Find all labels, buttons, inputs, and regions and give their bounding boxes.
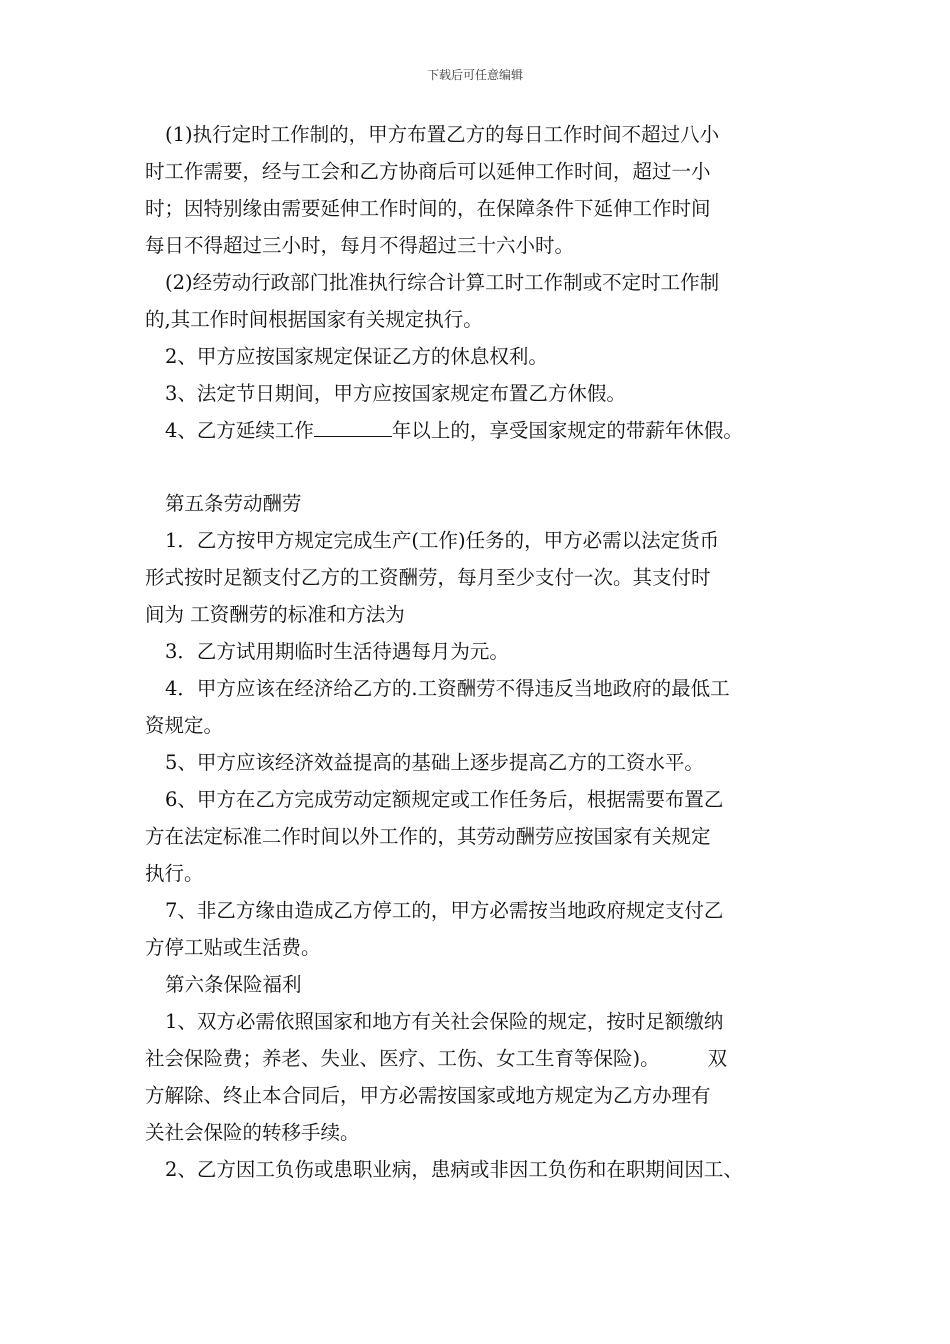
paragraph-rest-rights: 2、甲方应按国家规定保证乙方的休息权利。 bbox=[165, 345, 548, 368]
section-heading-article-5: 第五条劳动酬劳 bbox=[165, 492, 302, 515]
text-line: 时；因特别缘由需要延伸工作时间的，在保障条件下延伸工作时间 bbox=[145, 197, 711, 220]
text-line: 方停工贴或生活费。 bbox=[145, 936, 321, 959]
paragraph-work-injury: 2、乙方因工负伤或患职业病，患病或非因工负伤和在职期间因工、 bbox=[165, 1158, 743, 1181]
paragraph-probation-pay: 3．乙方试用期临时生活待遇每月为元。 bbox=[165, 640, 509, 663]
text-line: 7、非乙方缘由造成乙方停工的，甲方必需按当地政府规定支付乙 bbox=[165, 899, 724, 922]
text-line: 执行。 bbox=[145, 862, 204, 885]
text-line bbox=[145, 1040, 825, 1077]
text-line: 资规定。 bbox=[145, 714, 224, 737]
paragraph-social-insurance bbox=[145, 1003, 825, 1151]
page-header: 下载后可任意编辑 bbox=[426, 68, 523, 82]
text-line: 1、双方必需依照国家和地方有关社会保险的规定，按时足额缴纳 bbox=[165, 1010, 724, 1033]
text-line: 4．甲方应该在经济给乙方的.工资酬劳不得违反当地政府的最低工 bbox=[165, 677, 730, 700]
paragraph-minimum-wage bbox=[145, 670, 825, 744]
section-heading-article-6: 第六条保险福利 bbox=[165, 973, 302, 996]
section-spacer bbox=[145, 449, 825, 485]
text-fragment: 社会保险费；养老、失业、医疗、工伤、女工生育等保险)。 bbox=[145, 1047, 660, 1070]
text-line: 形式按时足额支付乙方的工资酬劳，每月至少支付一次。其支付时 bbox=[145, 566, 711, 589]
text-fragment: 年以上的，享受国家规定的带薪年休假。 bbox=[391, 419, 743, 442]
paragraph-wage-payment bbox=[145, 522, 825, 633]
text-line: 的,其工作时间根据国家有关规定执行。 bbox=[145, 308, 483, 331]
fill-in-blank[interactable] bbox=[314, 418, 392, 437]
paragraph-work-hours-standard bbox=[145, 116, 825, 264]
text-line: 间为 工资酬劳的标准和方法为 bbox=[145, 603, 405, 626]
text-fragment: 4、乙方延续工作 bbox=[165, 419, 314, 442]
text-line: 方解除、终止本合同后，甲方必需按国家或地方规定为乙方办理有 bbox=[145, 1084, 711, 1107]
text-line: 每日不得超过三小时，每月不得超过三十六小时。 bbox=[145, 234, 575, 257]
paragraph-overtime-pay bbox=[145, 781, 825, 892]
text-line: 时工作需要，经与工会和乙方协商后可以延伸工作时间，超过一小 bbox=[145, 160, 711, 183]
text-line: 关社会保险的转移手续。 bbox=[145, 1121, 360, 1144]
paragraph-work-hours-comprehensive bbox=[145, 264, 825, 338]
text-line: (2)经劳动行政部门批准执行综合计算工时工作制或不定时工作制 bbox=[165, 271, 720, 294]
text-line: 6、甲方在乙方完成劳动定额规定或工作任务后，根据需要布置乙 bbox=[165, 788, 724, 811]
text-line: 方在法定标准二作时间以外工作的，其劳动酬劳应按国家有关规定 bbox=[145, 825, 711, 848]
text-line: 1．乙方按甲方规定完成生产(工作)任务的，甲方必需以法定货币 bbox=[165, 529, 720, 552]
text-fragment: 双 bbox=[707, 1047, 728, 1070]
paragraph-annual-leave bbox=[145, 412, 825, 449]
document-body bbox=[145, 116, 825, 1188]
text-line: (1)执行定时工作制的，甲方布置乙方的每日工作时间不超过八小 bbox=[165, 123, 720, 146]
paragraph-work-stoppage bbox=[145, 892, 825, 966]
paragraph-wage-increase: 5、甲方应该经济效益提高的基础上逐步提高乙方的工资水平。 bbox=[165, 751, 704, 774]
paragraph-holidays: 3、法定节日期间，甲方应按国家规定布置乙方休假。 bbox=[165, 382, 626, 405]
